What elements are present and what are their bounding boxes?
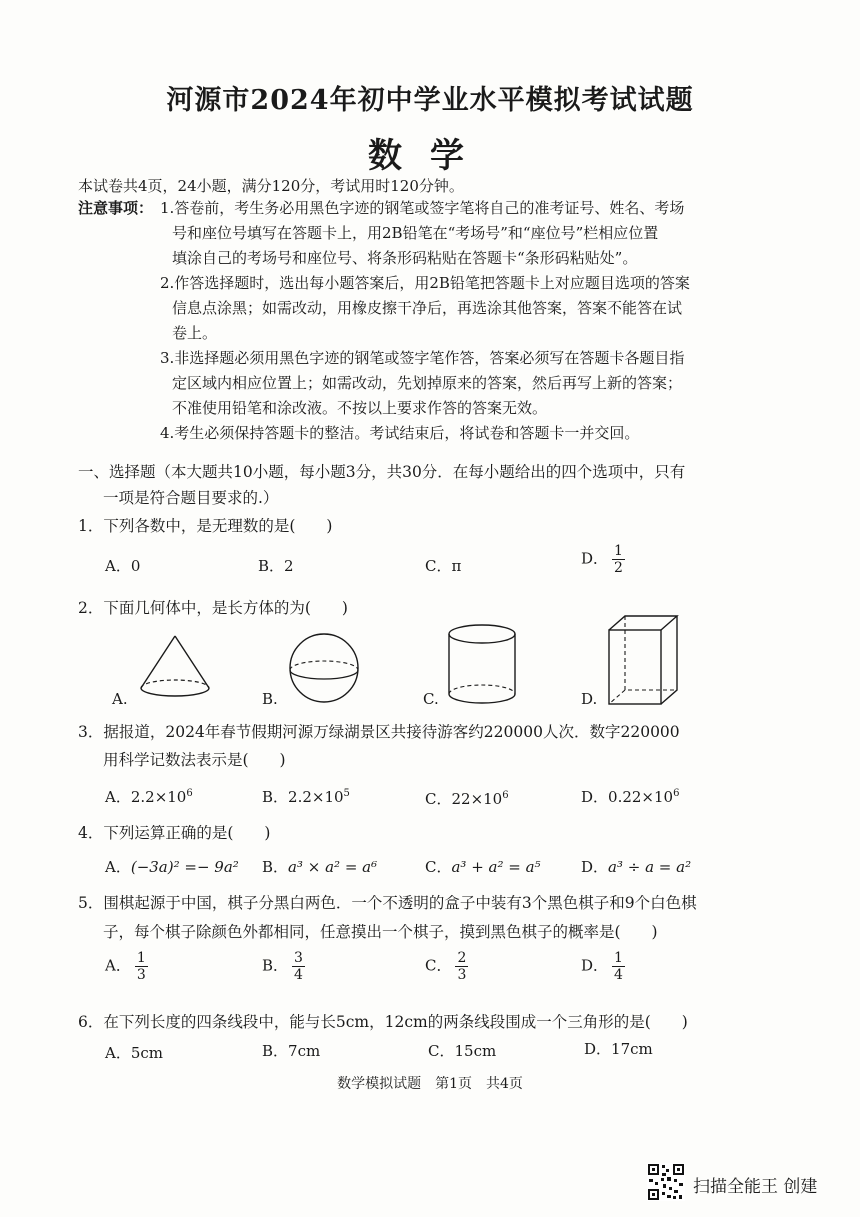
question-5-stem-cont: 子，每个棋子除颜色外都相同，任意摸出一个棋子，摸到黑色棋子的概率是( ) (103, 923, 658, 941)
question-5-stem: 5．围棋起源于中国，棋子分黑白两色．一个不透明的盒子中装有3个黑色棋子和9个白色棋 (78, 894, 697, 912)
page-footer: 数学模拟试题 第1页 共4页 (337, 1076, 523, 1092)
q1-option-b: B．2 (258, 557, 294, 575)
q4-option-b: B．a³ × a² = a⁶ (262, 858, 378, 876)
q5-option-a: A． $\frac{1}{3}$ (105, 950, 146, 983)
notice-line: 信息点涂黑；如需改动，用橡皮擦干净后，再选涂其他答案，答案不能答在试 (172, 299, 683, 317)
notice-line: 号和座位号填写在答题卡上，用2B铅笔在“考场号”和“座位号”栏相应位置 (172, 224, 659, 242)
q4-option-d: D．a³ ÷ a = a² (581, 858, 692, 876)
qr-code-icon (647, 1163, 685, 1201)
q3-option-a: A．$2.2\times 10^6$ (105, 788, 193, 806)
question-1-stem: 1．下列各数中，是无理数的是( ) (78, 517, 333, 535)
subject-title: 数学 (368, 136, 492, 176)
question-2-stem: 2．下面几何体中，是长方体的为( ) (78, 599, 348, 617)
q4-option-c: C．a³ + a² = a⁵ (425, 858, 541, 876)
notice-line: 3.非选择题必须用黑色字迹的钢笔或签字笔作答，答案必须写在答题卡各题目指 (160, 349, 685, 367)
q6-option-a: A．5cm (105, 1044, 164, 1062)
q1-option-a: A．0 (105, 557, 141, 575)
q3-option-b: B．$2.2\times 10^5$ (262, 788, 350, 806)
watermark-text: 扫描全能王 创建 (693, 1177, 818, 1197)
q2-option-b: B. (262, 690, 278, 708)
notice-line: 2.作答选择题时，选出每小题答案后，用2B铅笔把答题卡上对应题目选项的答案 (160, 274, 690, 292)
notice-line: 不准使用铅笔和涂改液。不按以上要求作答的答案无效。 (172, 399, 548, 417)
q5-option-b: B． $\frac{3}{4}$ (262, 950, 303, 983)
q6-option-c: C．15cm (428, 1042, 497, 1060)
notice-label: 注意事项： (78, 199, 154, 217)
q5-option-d: D． $\frac{1}{4}$ (581, 950, 623, 983)
notice-line: 填涂自己的考场号和座位号、将条形码粘贴在答题卡“条形码粘贴处”。 (172, 249, 638, 267)
exam-intro: 本试卷共4页，24小题，满分120分，考试用时120分钟。 (78, 177, 464, 195)
q1-option-d: D． $\frac{1}{2}$ (581, 543, 623, 576)
notice-line: 1.答卷前，考生务必用黑色字迹的钢笔或签字笔将自己的准考证号、姓名、考场 (160, 199, 685, 217)
section-heading: 一、选择题（本大题共10小题，每小题3分，共30分．在每小题给出的四个选项中，只有 (78, 463, 686, 481)
q4-option-a: A．(−3a)² =− 9a² (105, 858, 239, 876)
question-3-stem-cont: 用科学记数法表示是( ) (103, 751, 286, 769)
q3-option-c: C．$22\times 10^6$ (425, 790, 509, 808)
cone-figure (135, 632, 215, 702)
q2-option-a: A. (112, 690, 128, 708)
scanner-watermark (645, 1160, 845, 1204)
cylinder-figure (446, 620, 522, 710)
question-6-stem: 6．在下列长度的四条线段中，能与长5cm，12cm的两条线段围成一个三角形的是( ) (78, 1013, 688, 1031)
q1-option-c: C．π (425, 557, 462, 575)
section-heading-cont: 一项是符合题目要求的.） (103, 489, 279, 507)
notice-line: 定区域内相应位置上；如需改动，先划掉原来的答案，然后再写上新的答案； (172, 374, 683, 392)
q3-option-d: D．$0.22\times 10^6$ (581, 788, 680, 806)
q6-option-b: B．7cm (262, 1042, 321, 1060)
notice-line: 卷上。 (172, 324, 218, 342)
notice-line: 4.考生必须保持答题卡的整洁。考试结束后，将试卷和答题卡一并交回。 (160, 424, 640, 442)
question-4-stem: 4．下列运算正确的是( ) (78, 824, 271, 842)
sphere-figure (286, 630, 366, 710)
cuboid-figure (605, 612, 681, 708)
exam-title: 河源市2024年初中学业水平模拟考试试题 (166, 85, 694, 116)
q5-option-c: C． $\frac{2}{3}$ (425, 950, 467, 983)
question-3-stem: 3．据报道，2024年春节假期河源万绿湖景区共接待游客约220000人次．数字220000 (78, 723, 680, 741)
q6-option-d: D．17cm (584, 1040, 653, 1058)
q2-option-d: D. (581, 690, 598, 708)
q2-option-c: C. (423, 690, 439, 708)
